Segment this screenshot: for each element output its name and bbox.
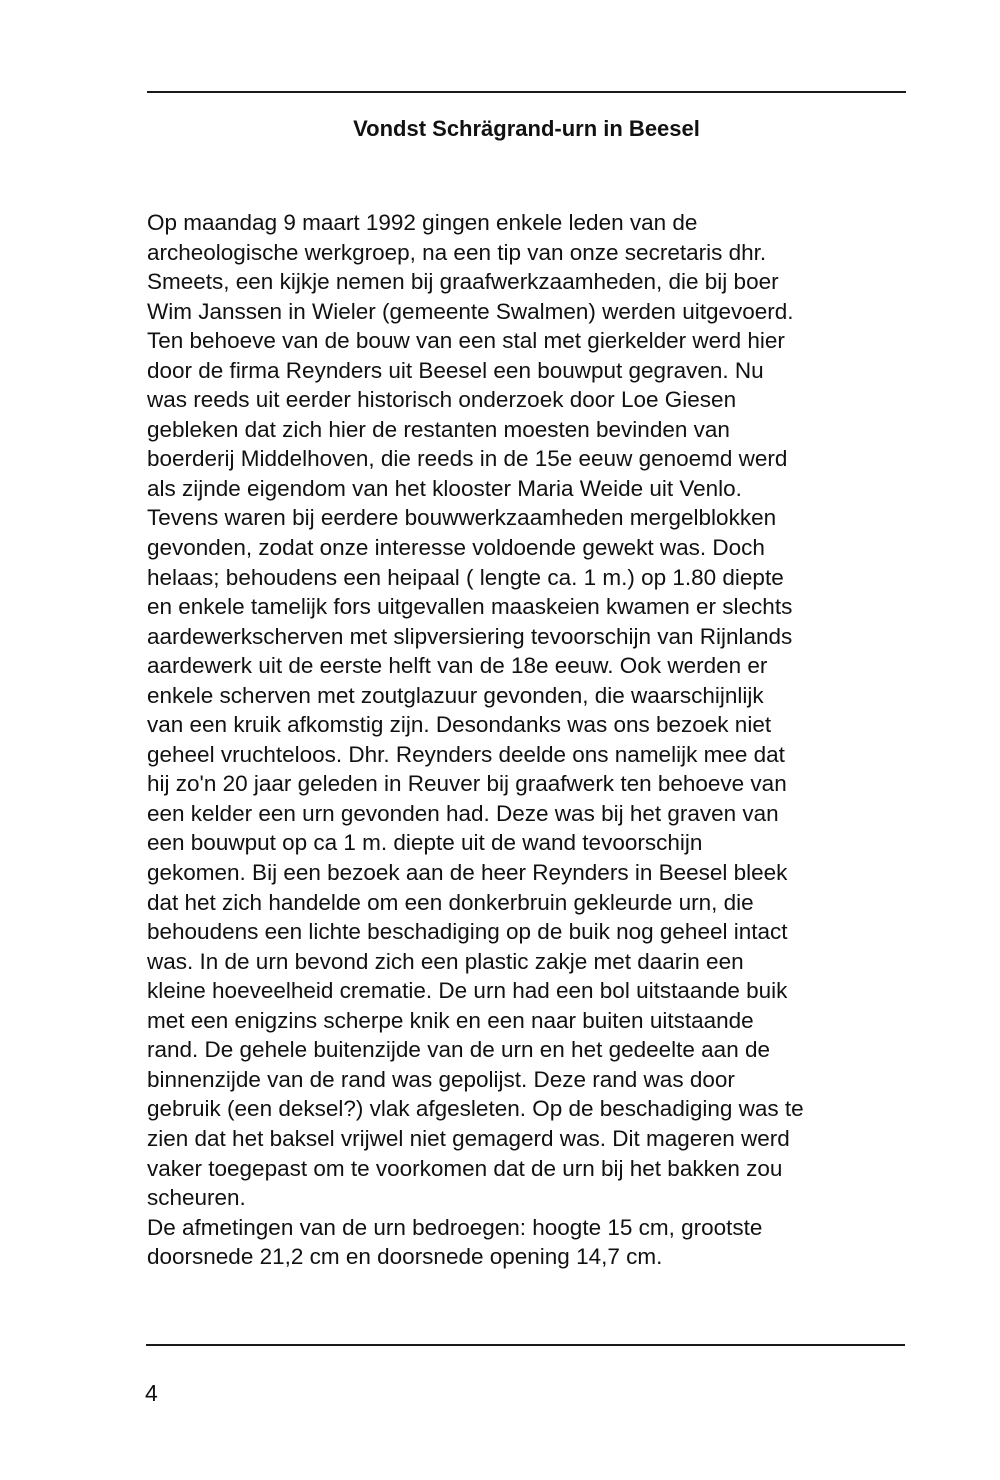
text-line: geheel vruchteloos. Dhr. Reynders deelde ons namelijk mee dat <box>147 741 785 767</box>
text-line: Ten behoeve van de bouw van een stal met gierkelder werd hier <box>147 328 785 354</box>
article-title: Vondst Schrägrand-urn in Beesel <box>353 116 700 141</box>
text-line: helaas; behoudens een heipaal ( lengte ca. 1 m.) op 1.80 diepte <box>147 564 784 590</box>
text-line: door de firma Reynders uit Beesel een bouwput gegraven. Nu <box>147 357 764 383</box>
text-line: vaker toegepast om te voorkomen dat de urn bij het bakken zou <box>147 1155 783 1181</box>
text-line: Tevens waren bij eerdere bouwwerkzaamheden mergelblokken <box>147 505 777 531</box>
text-line: aardewerk uit de eerste helft van de 18e eeuw. Ook werden er <box>147 653 768 679</box>
text-line: dat het zich handelde om een donkerbruin gekleurde urn, die <box>147 889 754 915</box>
text-line: Wim Janssen in Wieler (gemeente Swalmen) werden uitgevoerd. <box>147 298 794 324</box>
text-line: en enkele tamelijk fors uitgevallen maaskeien kwamen er slechts <box>147 594 793 620</box>
text-line: enkele scherven met zoutglazuur gevonden, die waarschijnlijk <box>147 682 764 708</box>
text-line: met een enigzins scherpe knik en een naar buiten uitstaande <box>147 1007 754 1033</box>
text-line: was reeds uit eerder historisch onderzoek door Loe Giesen <box>147 387 737 413</box>
page-number: 4 <box>145 1380 158 1406</box>
text-line: van een kruik afkomstig zijn. Desondanks was ons bezoek niet <box>147 712 772 738</box>
text-line: Smeets, een kijkje nemen bij graafwerkzaamheden, die bij boer <box>147 269 779 295</box>
text-line: gekomen. Bij een bezoek aan de heer Reynders in Beesel bleek <box>147 860 788 886</box>
text-line: een bouwput op ca 1 m. diepte uit de wand tevoorschijn <box>147 830 703 856</box>
text-line: zien dat het baksel vrijwel niet gemagerd was. Dit mageren werd <box>147 1125 790 1151</box>
text-line: gevonden, zodat onze interesse voldoende gewekt was. Doch <box>147 535 765 561</box>
text-line: De afmetingen van de urn bedroegen: hoogte 15 cm, grootste <box>147 1214 763 1240</box>
text-line: binnenzijde van de rand was gepolijst. Deze rand was door <box>147 1066 735 1092</box>
text-line: Op maandag 9 maart 1992 gingen enkele leden van de <box>147 210 698 235</box>
text-line: aardewerkscherven met slipversiering tevoorschijn van Rijnlands <box>147 623 793 649</box>
text-line: hij zo'n 20 jaar geleden in Reuver bij graafwerk ten behoeve van <box>147 771 787 797</box>
article-body <box>147 208 917 1272</box>
text-line: een kelder een urn gevonden had. Deze was bij het graven van <box>147 800 779 826</box>
text-line: doorsnede 21,2 cm en doorsnede opening 14,7 cm. <box>147 1244 663 1270</box>
text-line: als zijnde eigendom van het klooster Maria Weide uit Venlo. <box>147 475 742 501</box>
text-line: was. In de urn bevond zich een plastic zakje met daarin een <box>147 948 744 974</box>
bottom-rule <box>146 1344 905 1346</box>
text-line: boerderij Middelhoven, die reeds in de 15e eeuw genoemd werd <box>147 446 788 472</box>
text-line: scheuren. <box>147 1185 246 1211</box>
text-line: gebruik (een deksel?) vlak afgesleten. Op de beschadiging was te <box>147 1096 804 1122</box>
text-line: behoudens een lichte beschadiging op de buik nog geheel intact <box>147 919 788 945</box>
text-line: gebleken dat zich hier de restanten moesten bevinden van <box>147 416 730 442</box>
text-line: kleine hoeveelheid crematie. De urn had een bol uitstaande buik <box>147 978 788 1004</box>
text-line: rand. De gehele buitenzijde van de urn en het gedeelte aan de <box>147 1037 770 1063</box>
text-line: archeologische werkgroep, na een tip van onze secretaris dhr. <box>147 239 767 265</box>
top-rule <box>147 91 906 93</box>
